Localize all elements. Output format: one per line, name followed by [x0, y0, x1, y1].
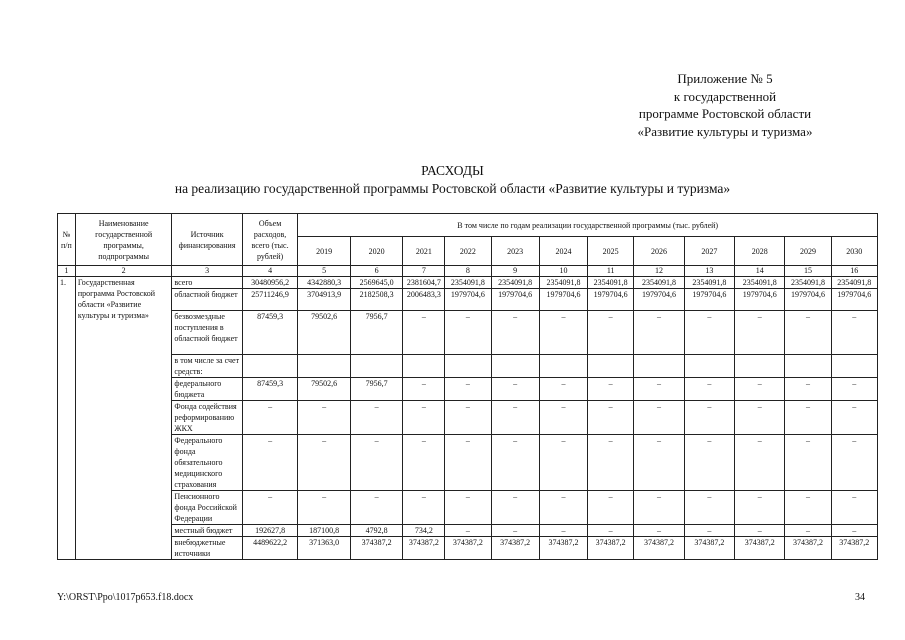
column-number: 3: [172, 266, 242, 277]
year-value: –: [785, 401, 831, 435]
header-year: 2028: [735, 237, 785, 266]
year-value: [350, 355, 402, 378]
year-value: –: [491, 491, 539, 525]
year-value: –: [684, 401, 734, 435]
funding-source: Фонда содействия реформированию ЖКХ: [172, 401, 242, 435]
year-value: –: [588, 311, 634, 355]
year-value: –: [539, 491, 587, 525]
column-number: 10: [539, 266, 587, 277]
year-value: –: [785, 525, 831, 537]
year-value: –: [735, 525, 785, 537]
column-number: 6: [350, 266, 402, 277]
title-subline: на реализацию государственной программы Ростовской области «Развитие культуры и туризма»: [174, 181, 731, 196]
year-value: 1979704,6: [684, 289, 734, 311]
year-value: 374387,2: [831, 537, 877, 560]
year-value: –: [735, 491, 785, 525]
year-value: –: [785, 378, 831, 401]
year-value: –: [445, 401, 491, 435]
year-value: –: [735, 401, 785, 435]
year-value: –: [445, 525, 491, 537]
year-value: –: [350, 435, 402, 491]
table-row: [58, 311, 878, 355]
column-number: 13: [684, 266, 734, 277]
expenses-table: [57, 213, 878, 560]
year-value: 1979704,6: [831, 289, 877, 311]
total-value: 192627,8: [242, 525, 298, 537]
year-value: –: [684, 311, 734, 355]
appendix-line: к государственной: [673, 88, 777, 104]
year-value: 374387,2: [684, 537, 734, 560]
total-value: 25711246,9: [242, 289, 298, 311]
header-year: 2029: [785, 237, 831, 266]
year-value: –: [539, 311, 587, 355]
page-number: 34: [855, 592, 865, 603]
year-value: –: [539, 401, 587, 435]
header-source: Источник финансирования: [172, 214, 242, 266]
year-value: –: [539, 525, 587, 537]
year-value: 374387,2: [491, 537, 539, 560]
funding-source: в том числе за счет средств:: [172, 355, 242, 378]
year-value: –: [298, 401, 350, 435]
header-row: [58, 214, 878, 237]
year-value: –: [350, 491, 402, 525]
year-value: –: [539, 435, 587, 491]
year-value: –: [634, 378, 684, 401]
year-value: [831, 355, 877, 378]
year-value: –: [785, 435, 831, 491]
year-value: –: [588, 401, 634, 435]
header-num: № п/п: [58, 214, 76, 266]
year-value: 7956,7: [350, 311, 402, 355]
year-value: 374387,2: [735, 537, 785, 560]
year-value: 79502,6: [298, 378, 350, 401]
appendix-caption: [595, 70, 855, 140]
year-value: 2354091,8: [634, 277, 684, 289]
table-row: [58, 537, 878, 560]
total-value: 87459,3: [242, 378, 298, 401]
year-value: [298, 355, 350, 378]
funding-source: Федерального фонда обязательного медицинского страхования: [172, 435, 242, 491]
year-value: –: [491, 435, 539, 491]
year-value: 4342880,3: [298, 277, 350, 289]
year-value: 2569645,0: [350, 277, 402, 289]
year-value: –: [491, 311, 539, 355]
year-value: [403, 355, 445, 378]
year-value: –: [445, 435, 491, 491]
year-value: –: [831, 401, 877, 435]
column-number: 5: [298, 266, 350, 277]
header-years-caption: В том числе по годам реализации государственной программы (тыс. рублей): [298, 214, 878, 237]
funding-source: областной бюджет: [172, 289, 242, 311]
year-value: 1979704,6: [445, 289, 491, 311]
column-number: 7: [403, 266, 445, 277]
year-value: –: [588, 525, 634, 537]
year-value: [445, 355, 491, 378]
column-number: 9: [491, 266, 539, 277]
program-number: 1.: [58, 277, 76, 560]
year-value: –: [634, 491, 684, 525]
year-value: –: [350, 401, 402, 435]
year-value: 2354091,8: [831, 277, 877, 289]
year-value: –: [403, 491, 445, 525]
year-value: –: [588, 435, 634, 491]
year-value: –: [539, 378, 587, 401]
year-value: –: [684, 435, 734, 491]
year-value: –: [588, 378, 634, 401]
total-value: 87459,3: [242, 311, 298, 355]
year-value: [735, 355, 785, 378]
year-value: 734,2: [403, 525, 445, 537]
year-value: 1979704,6: [634, 289, 684, 311]
column-number: 2: [75, 266, 172, 277]
header-year: 2025: [588, 237, 634, 266]
year-value: 4792,8: [350, 525, 402, 537]
funding-source: федерального бюджета: [172, 378, 242, 401]
table-row: [58, 277, 878, 289]
year-value: [684, 355, 734, 378]
year-value: 2354091,8: [539, 277, 587, 289]
year-value: 1979704,6: [539, 289, 587, 311]
year-value: –: [735, 311, 785, 355]
year-value: 187100,8: [298, 525, 350, 537]
year-value: 3704913,9: [298, 289, 350, 311]
year-value: 374387,2: [588, 537, 634, 560]
table-row: [58, 378, 878, 401]
year-value: –: [445, 378, 491, 401]
total-value: –: [242, 491, 298, 525]
year-value: –: [445, 311, 491, 355]
header-year: 2023: [491, 237, 539, 266]
year-value: 374387,2: [634, 537, 684, 560]
year-value: –: [491, 401, 539, 435]
funding-source: безвозмездные поступления в областной бюджет: [172, 311, 242, 355]
header-name: Наименование государственной программы, подпрограммы: [75, 214, 172, 266]
header-year: 2026: [634, 237, 684, 266]
column-number: 4: [242, 266, 298, 277]
year-value: 2182508,3: [350, 289, 402, 311]
year-value: 2354091,8: [491, 277, 539, 289]
table-row: [58, 491, 878, 525]
total-value: –: [242, 435, 298, 491]
year-value: 1979704,6: [785, 289, 831, 311]
table-row: [58, 289, 878, 311]
program-name: Государственная программа Ростовской области «Развитие культуры и туризма»: [75, 277, 172, 560]
table-row: [58, 525, 878, 537]
total-value: 30480956,2: [242, 277, 298, 289]
funding-source: местный бюджет: [172, 525, 242, 537]
year-value: –: [684, 525, 734, 537]
header-year: 2019: [298, 237, 350, 266]
column-number: 1: [58, 266, 76, 277]
document-title: [0, 162, 905, 198]
year-value: [785, 355, 831, 378]
year-value: 2354091,8: [684, 277, 734, 289]
year-value: –: [735, 435, 785, 491]
year-value: –: [831, 311, 877, 355]
year-value: –: [831, 525, 877, 537]
year-value: –: [403, 311, 445, 355]
funding-source: всего: [172, 277, 242, 289]
year-value: –: [735, 378, 785, 401]
year-value: [539, 355, 587, 378]
appendix-line: Приложение № 5: [677, 71, 773, 86]
year-value: –: [831, 491, 877, 525]
year-value: 2006483,3: [403, 289, 445, 311]
year-value: –: [785, 491, 831, 525]
header-year: 2022: [445, 237, 491, 266]
appendix-line: «Развитие культуры и туризма»: [637, 123, 813, 139]
year-value: 374387,2: [539, 537, 587, 560]
total-value: –: [242, 401, 298, 435]
header-year: 2021: [403, 237, 445, 266]
column-number: 16: [831, 266, 877, 277]
year-value: 1979704,6: [735, 289, 785, 311]
column-number-row: [58, 266, 878, 277]
year-value: 2354091,8: [445, 277, 491, 289]
year-value: 374387,2: [403, 537, 445, 560]
file-path: Y:\ORST\Ppo\1017p653.f18.docx: [57, 592, 194, 603]
year-value: –: [785, 311, 831, 355]
column-number: 8: [445, 266, 491, 277]
year-value: –: [403, 378, 445, 401]
year-value: –: [634, 311, 684, 355]
year-value: –: [831, 378, 877, 401]
year-value: –: [491, 525, 539, 537]
header-total: Объем расходов, всего (тыс. рублей): [242, 214, 298, 266]
total-value: 4489622,2: [242, 537, 298, 560]
column-number: 14: [735, 266, 785, 277]
year-value: [491, 355, 539, 378]
funding-source: Пенсионного фонда Российской Федерации: [172, 491, 242, 525]
year-value: –: [403, 401, 445, 435]
year-value: 2354091,8: [785, 277, 831, 289]
year-value: –: [491, 378, 539, 401]
year-value: –: [634, 525, 684, 537]
header-year: 2024: [539, 237, 587, 266]
column-number: 15: [785, 266, 831, 277]
year-value: 374387,2: [785, 537, 831, 560]
appendix-line: программе Ростовской области: [638, 106, 812, 121]
table-row: [58, 401, 878, 435]
year-value: 1979704,6: [491, 289, 539, 311]
year-value: 1979704,6: [588, 289, 634, 311]
year-value: –: [684, 491, 734, 525]
title-line: РАСХОДЫ: [421, 163, 484, 178]
header-year: 2027: [684, 237, 734, 266]
year-value: [588, 355, 634, 378]
year-value: 374387,2: [350, 537, 402, 560]
header-year: 2030: [831, 237, 877, 266]
header-year: 2020: [350, 237, 402, 266]
funding-source: внебюджетные источники: [172, 537, 242, 560]
year-value: 374387,2: [445, 537, 491, 560]
year-value: 7956,7: [350, 378, 402, 401]
year-value: –: [634, 435, 684, 491]
year-value: –: [634, 401, 684, 435]
year-value: –: [403, 435, 445, 491]
year-value: 371363,0: [298, 537, 350, 560]
year-value: –: [684, 378, 734, 401]
year-value: 2354091,8: [735, 277, 785, 289]
table-row: [58, 435, 878, 491]
year-value: 79502,6: [298, 311, 350, 355]
year-value: 2381604,7: [403, 277, 445, 289]
total-value: [242, 355, 298, 378]
year-value: [634, 355, 684, 378]
column-number: 11: [588, 266, 634, 277]
year-value: –: [831, 435, 877, 491]
year-value: –: [298, 435, 350, 491]
table-row: [58, 355, 878, 378]
year-value: –: [298, 491, 350, 525]
year-value: –: [588, 491, 634, 525]
column-number: 12: [634, 266, 684, 277]
year-value: –: [445, 491, 491, 525]
year-value: 2354091,8: [588, 277, 634, 289]
